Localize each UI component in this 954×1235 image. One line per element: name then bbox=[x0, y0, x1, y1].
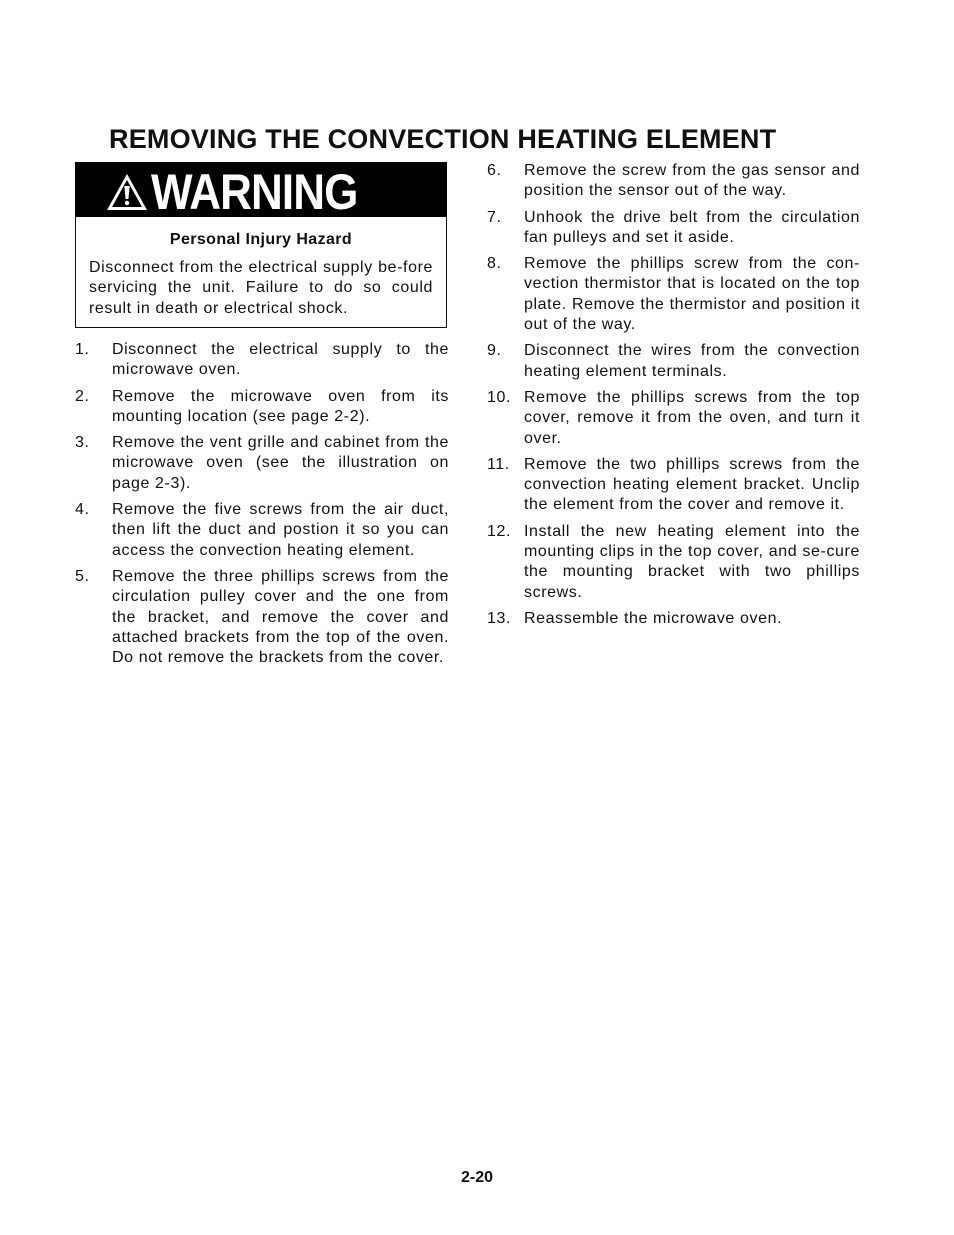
right-column bbox=[487, 161, 860, 635]
step-number: 5. bbox=[75, 567, 90, 585]
step-text: Remove the phillips screws from the top cover, remove it from the oven, and turn it over. bbox=[524, 388, 860, 447]
step-number: 1. bbox=[75, 341, 90, 358]
step-item bbox=[487, 388, 860, 449]
warning-banner bbox=[75, 162, 447, 220]
step-text: Remove the screw from the gas sensor and position the sensor out of the way. bbox=[524, 162, 860, 200]
step-text: Remove the five screws from the air duct, then lift the duct and postion it so you can access the convection heating element. bbox=[112, 501, 449, 559]
step-text: Remove the two phillips screws from the convection heating element bracket. Unclip the element from the cover and remove it. bbox=[524, 455, 860, 514]
step-item bbox=[487, 341, 860, 382]
step-text: Remove the vent grille and cabinet from the microwave oven (see the illustration on page 2-3). bbox=[112, 434, 449, 492]
step-item bbox=[487, 208, 860, 249]
warning-box bbox=[75, 162, 447, 328]
step-item bbox=[75, 567, 449, 668]
step-item bbox=[487, 522, 860, 603]
step-number: 6. bbox=[487, 162, 502, 179]
step-number: 7. bbox=[487, 208, 502, 226]
page-number: 2-20 bbox=[460, 1169, 494, 1186]
step-list-left bbox=[75, 340, 449, 668]
step-number: 10. bbox=[487, 388, 512, 406]
step-text: Disconnect the electrical supply to the microwave oven. bbox=[112, 341, 449, 379]
step-number: 13. bbox=[487, 609, 512, 627]
step-item bbox=[75, 387, 449, 428]
step-item bbox=[75, 340, 449, 381]
step-item bbox=[487, 609, 860, 629]
step-text: Unhook the drive belt from the circulation fan pulleys and set it aside. bbox=[524, 208, 860, 246]
warning-text: Disconnect from the electrical supply be-fore servicing the unit. Failure to do so could result in death or electrical shock. bbox=[89, 259, 433, 317]
warning-heading: Personal Injury Hazard bbox=[169, 231, 353, 248]
step-item bbox=[487, 161, 860, 202]
step-item bbox=[75, 500, 449, 561]
step-text: Remove the microwave oven from its mounting location (see page 2-2). bbox=[112, 387, 449, 425]
step-number: 12. bbox=[487, 522, 512, 540]
step-text: Reassemble the microwave oven. bbox=[524, 609, 783, 627]
step-text: Remove the phillips screw from the con-vection thermistor that is located on the top plate. Remove the thermistor and position it out of the way. bbox=[524, 255, 860, 334]
warning-triangle-icon bbox=[105, 172, 149, 212]
left-column bbox=[75, 340, 449, 674]
step-number: 4. bbox=[75, 501, 90, 519]
step-item bbox=[487, 455, 860, 516]
step-number: 2. bbox=[75, 387, 90, 405]
step-list-right bbox=[487, 161, 860, 629]
step-number: 9. bbox=[487, 342, 502, 360]
step-number: 8. bbox=[487, 255, 502, 273]
warning-label: WARNING bbox=[151, 163, 358, 220]
page-title: REMOVING THE CONVECTION HEATING ELEMENT bbox=[109, 124, 777, 154]
step-number: 3. bbox=[75, 434, 90, 452]
step-text: Install the new heating element into the mounting clips in the top cover, and se-cure the mounting bracket with two phillips screws. bbox=[524, 522, 860, 601]
step-item bbox=[487, 254, 860, 335]
step-text: Disconnect the wires from the convection heating element terminals. bbox=[524, 342, 860, 380]
step-item bbox=[75, 433, 449, 494]
step-text: Remove the three phillips screws from the circulation pulley cover and the one from the bracket, and remove the cover and attached brackets from the top of the oven. Do not remove the brackets from the cover. bbox=[112, 567, 449, 667]
step-number: 11. bbox=[487, 455, 510, 473]
